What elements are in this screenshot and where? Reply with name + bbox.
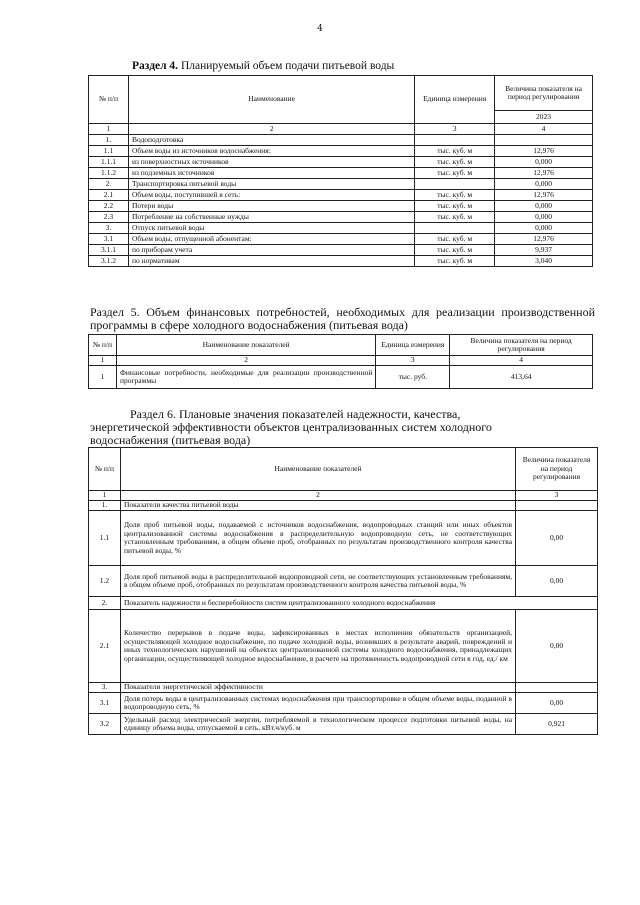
s5-colnum: 2 <box>116 356 375 366</box>
section4-table <box>88 75 593 267</box>
s4-row-unit <box>415 179 495 190</box>
s4-row-num: 2.3 <box>89 212 129 223</box>
table-row <box>89 366 593 389</box>
s5-colnum: 1 <box>89 356 117 366</box>
s5-row-value: 413,64 <box>450 366 593 389</box>
s4-row-unit: тыс. куб. м <box>415 201 495 212</box>
section6-table <box>88 447 598 735</box>
section6-title-line: водоснабжения (питьевая вода) <box>90 433 251 447</box>
table-row <box>89 256 593 267</box>
s6-header-value: Величина показателя на период регулирования <box>516 448 598 491</box>
s4-row-unit: тыс. куб. м <box>415 234 495 245</box>
table-row <box>89 212 593 223</box>
s4-row-num: 3.1.1 <box>89 245 129 256</box>
s4-row-unit: тыс. куб. м <box>415 146 495 157</box>
s4-row-num: 1.1 <box>89 146 129 157</box>
s4-row-name: по нормативам <box>128 256 414 267</box>
s6-row-value: 0,00 <box>516 566 598 597</box>
table-row <box>89 157 593 168</box>
s4-row-value: 9,937 <box>495 245 593 256</box>
s6-row-num: 3. <box>89 683 121 693</box>
s6-row-name: Доля проб питьевой воды в распределительной водопроводной сети, не соответствующих установленным требованиям, в общем объеме проб, отобранных по результатам производственного контроля качества питьевой воды, % <box>120 566 515 597</box>
s4-row-unit <box>415 135 495 146</box>
s4-row-value: 12,976 <box>495 146 593 157</box>
s6-row-value <box>516 501 598 511</box>
s6-row-value: 0,00 <box>516 693 598 714</box>
s5-colnum-row <box>89 356 593 366</box>
s6-header-name: Наименование показателей <box>120 448 515 491</box>
s6-row-num: 1.2 <box>89 566 121 597</box>
s5-header-unit: Единица измерения <box>376 335 450 356</box>
s4-row-num: 3.1 <box>89 234 129 245</box>
table-row <box>89 135 593 146</box>
s4-header-value: Величина показателя на период регулирования <box>495 76 593 111</box>
s6-row-value: 0,921 <box>516 714 598 735</box>
s4-row-unit: тыс. куб. м <box>415 168 495 179</box>
s6-row-name: Показатель надежности и бесперебойности систем централизованного холодного водоснабжения <box>120 597 597 610</box>
table-row <box>89 201 593 212</box>
table-row <box>89 234 593 245</box>
s4-colnum: 1 <box>89 124 129 135</box>
s6-row-num: 2.1 <box>89 610 121 683</box>
s4-row-unit: тыс. куб. м <box>415 190 495 201</box>
s5-header-num: № п/п <box>89 335 117 356</box>
section6-title <box>90 408 595 447</box>
section4-title: Раздел 4. Планируемый объем подачи питьевой воды <box>132 60 395 72</box>
s6-row-name: Показатели энергетической эффективности <box>120 683 515 693</box>
s6-row-name: Количество перерывов в подаче воды, зафиксированных в местах исполнения обязательств организацией, осуществляющей холодное водоснабжение, по подаче холодной воды, возникших в результате аварий, повреждений и иных технологических нарушений на объектах централизованной системы холодного водоснабжения, принадлежащих организации, осуществляющей холодное водоснабжение, в расчете на протяженность водопроводной сети в год, ед./ км <box>120 610 515 683</box>
table-row <box>89 566 598 597</box>
table-row <box>89 511 598 566</box>
s4-row-name: Транспортировка питьевой воды <box>128 179 414 190</box>
s5-colnum: 4 <box>450 356 593 366</box>
s4-row-num: 1.1.1 <box>89 157 129 168</box>
s5-row-name: Финансовые потребности, необходимые для реализации производственной программы <box>116 366 375 389</box>
s4-row-name: Потери воды <box>128 201 414 212</box>
s5-row-num: 1 <box>89 366 117 389</box>
s4-header-num: № п/п <box>89 76 129 124</box>
s4-row-num: 3.1.2 <box>89 256 129 267</box>
s4-row-value: 0,000 <box>495 223 593 234</box>
s6-colnum-row <box>89 491 598 501</box>
s6-row-name: Доля потерь воды в централизованных системах водоснабжения при транспортировке в общем объеме воды, поданной в водопроводную сеть, % <box>120 693 515 714</box>
s4-row-name: Объем воды, отпущенной абонентам: <box>128 234 414 245</box>
s4-row-value: 0,000 <box>495 212 593 223</box>
s6-row-num: 1.1 <box>89 511 121 566</box>
table-row <box>89 610 598 683</box>
table-row <box>89 714 598 735</box>
s6-row-num: 1. <box>89 501 121 511</box>
s4-row-name: Объем воды из источников водоснабжения: <box>128 146 414 157</box>
s4-colnum: 4 <box>495 124 593 135</box>
s4-row-num: 1.1.2 <box>89 168 129 179</box>
s6-row-num: 3.2 <box>89 714 121 735</box>
s4-row-value: 12,976 <box>495 190 593 201</box>
table-row <box>89 683 598 693</box>
s4-row-num: 3. <box>89 223 129 234</box>
s4-row-num: 2. <box>89 179 129 190</box>
s4-row-name: Водоподготовка <box>128 135 414 146</box>
s4-row-name: Отпуск питьевой воды <box>128 223 414 234</box>
s4-row-value <box>495 135 593 146</box>
s4-row-name: из поверхностных источников <box>128 157 414 168</box>
section6-title-line: энергетической эффективности объектов централизованных систем холодного <box>90 420 492 434</box>
table-row <box>89 693 598 714</box>
s4-row-unit: тыс. куб. м <box>415 245 495 256</box>
section5-title: Раздел 5. Объем финансовых потребностей, необходимых для реализации производственной программы в сфере холодного водоснабжения (питьевая вода) <box>90 305 595 332</box>
s5-row-unit: тыс. руб. <box>376 366 450 389</box>
s4-colnum: 3 <box>415 124 495 135</box>
s4-row-name: из подземных источников <box>128 168 414 179</box>
s6-header-num: № п/п <box>89 448 121 491</box>
s4-colnum: 2 <box>128 124 414 135</box>
s4-row-unit: тыс. куб. м <box>415 212 495 223</box>
s6-colnum: 1 <box>89 491 121 501</box>
s4-row-value: 12,976 <box>495 234 593 245</box>
s5-header-name: Наименование показателей <box>116 335 375 356</box>
s4-row-num: 2.2 <box>89 201 129 212</box>
s4-row-value: 12,976 <box>495 168 593 179</box>
section6-title-line: Раздел 6. Плановые значения показателей надежности, качества, <box>130 407 461 421</box>
s4-row-name: по приборам учета <box>128 245 414 256</box>
s4-row-value: 0,000 <box>495 201 593 212</box>
s4-row-num: 1. <box>89 135 129 146</box>
s4-colnum-row <box>89 124 593 135</box>
s4-row-value: 3,040 <box>495 256 593 267</box>
s4-row-name: Объем воды, поступившей в сеть: <box>128 190 414 201</box>
s5-header-value: Величина показателя на период регулирования <box>450 335 593 356</box>
s4-row-name: Потребление на собственные нужды <box>128 212 414 223</box>
s6-row-num: 2. <box>89 597 121 610</box>
s6-row-value: 0,00 <box>516 511 598 566</box>
s4-row-unit: тыс. куб. м <box>415 157 495 168</box>
table-row <box>89 168 593 179</box>
s6-row-value <box>516 683 598 693</box>
table-row <box>89 190 593 201</box>
s4-header-name: Наименование <box>128 76 414 124</box>
s6-row-name: Удельный расход электрической энергии, потребляемой в технологическом процессе подготовки питьевой воды, на единицу объема воды, отпускаемой в сеть, кВт.ч/куб. м <box>120 714 515 735</box>
s6-row-num: 3.1 <box>89 693 121 714</box>
s6-row-name: Доля проб питьевой воды, подаваемой с источников водоснабжения, водопроводных станций или иных объектов централизованной системы водоснабжения в распределительную водопроводную сеть, не соответствующих установленным требованиям, в общем объеме проб, отобранных по результатам производственного контроля качества питьевой воды, % <box>120 511 515 566</box>
table-row <box>89 245 593 256</box>
s4-row-num: 2.1 <box>89 190 129 201</box>
section5-table <box>88 334 593 389</box>
s6-row-name: Показатели качества питьевой воды <box>120 501 515 511</box>
page-number: 4 <box>317 24 323 34</box>
table-row <box>89 597 598 610</box>
table-row <box>89 501 598 511</box>
s4-row-unit <box>415 223 495 234</box>
s6-row-value: 0,00 <box>516 610 598 683</box>
table-row <box>89 179 593 190</box>
s6-colnum: 3 <box>516 491 598 501</box>
table-row <box>89 146 593 157</box>
s4-header-unit: Единица измерения <box>415 76 495 124</box>
s4-row-value: 0,000 <box>495 179 593 190</box>
s5-colnum: 3 <box>376 356 450 366</box>
s4-row-unit: тыс. куб. м <box>415 256 495 267</box>
s4-header-year: 2023 <box>495 111 593 124</box>
s4-row-value: 0,000 <box>495 157 593 168</box>
table-row <box>89 223 593 234</box>
s6-colnum: 2 <box>120 491 515 501</box>
